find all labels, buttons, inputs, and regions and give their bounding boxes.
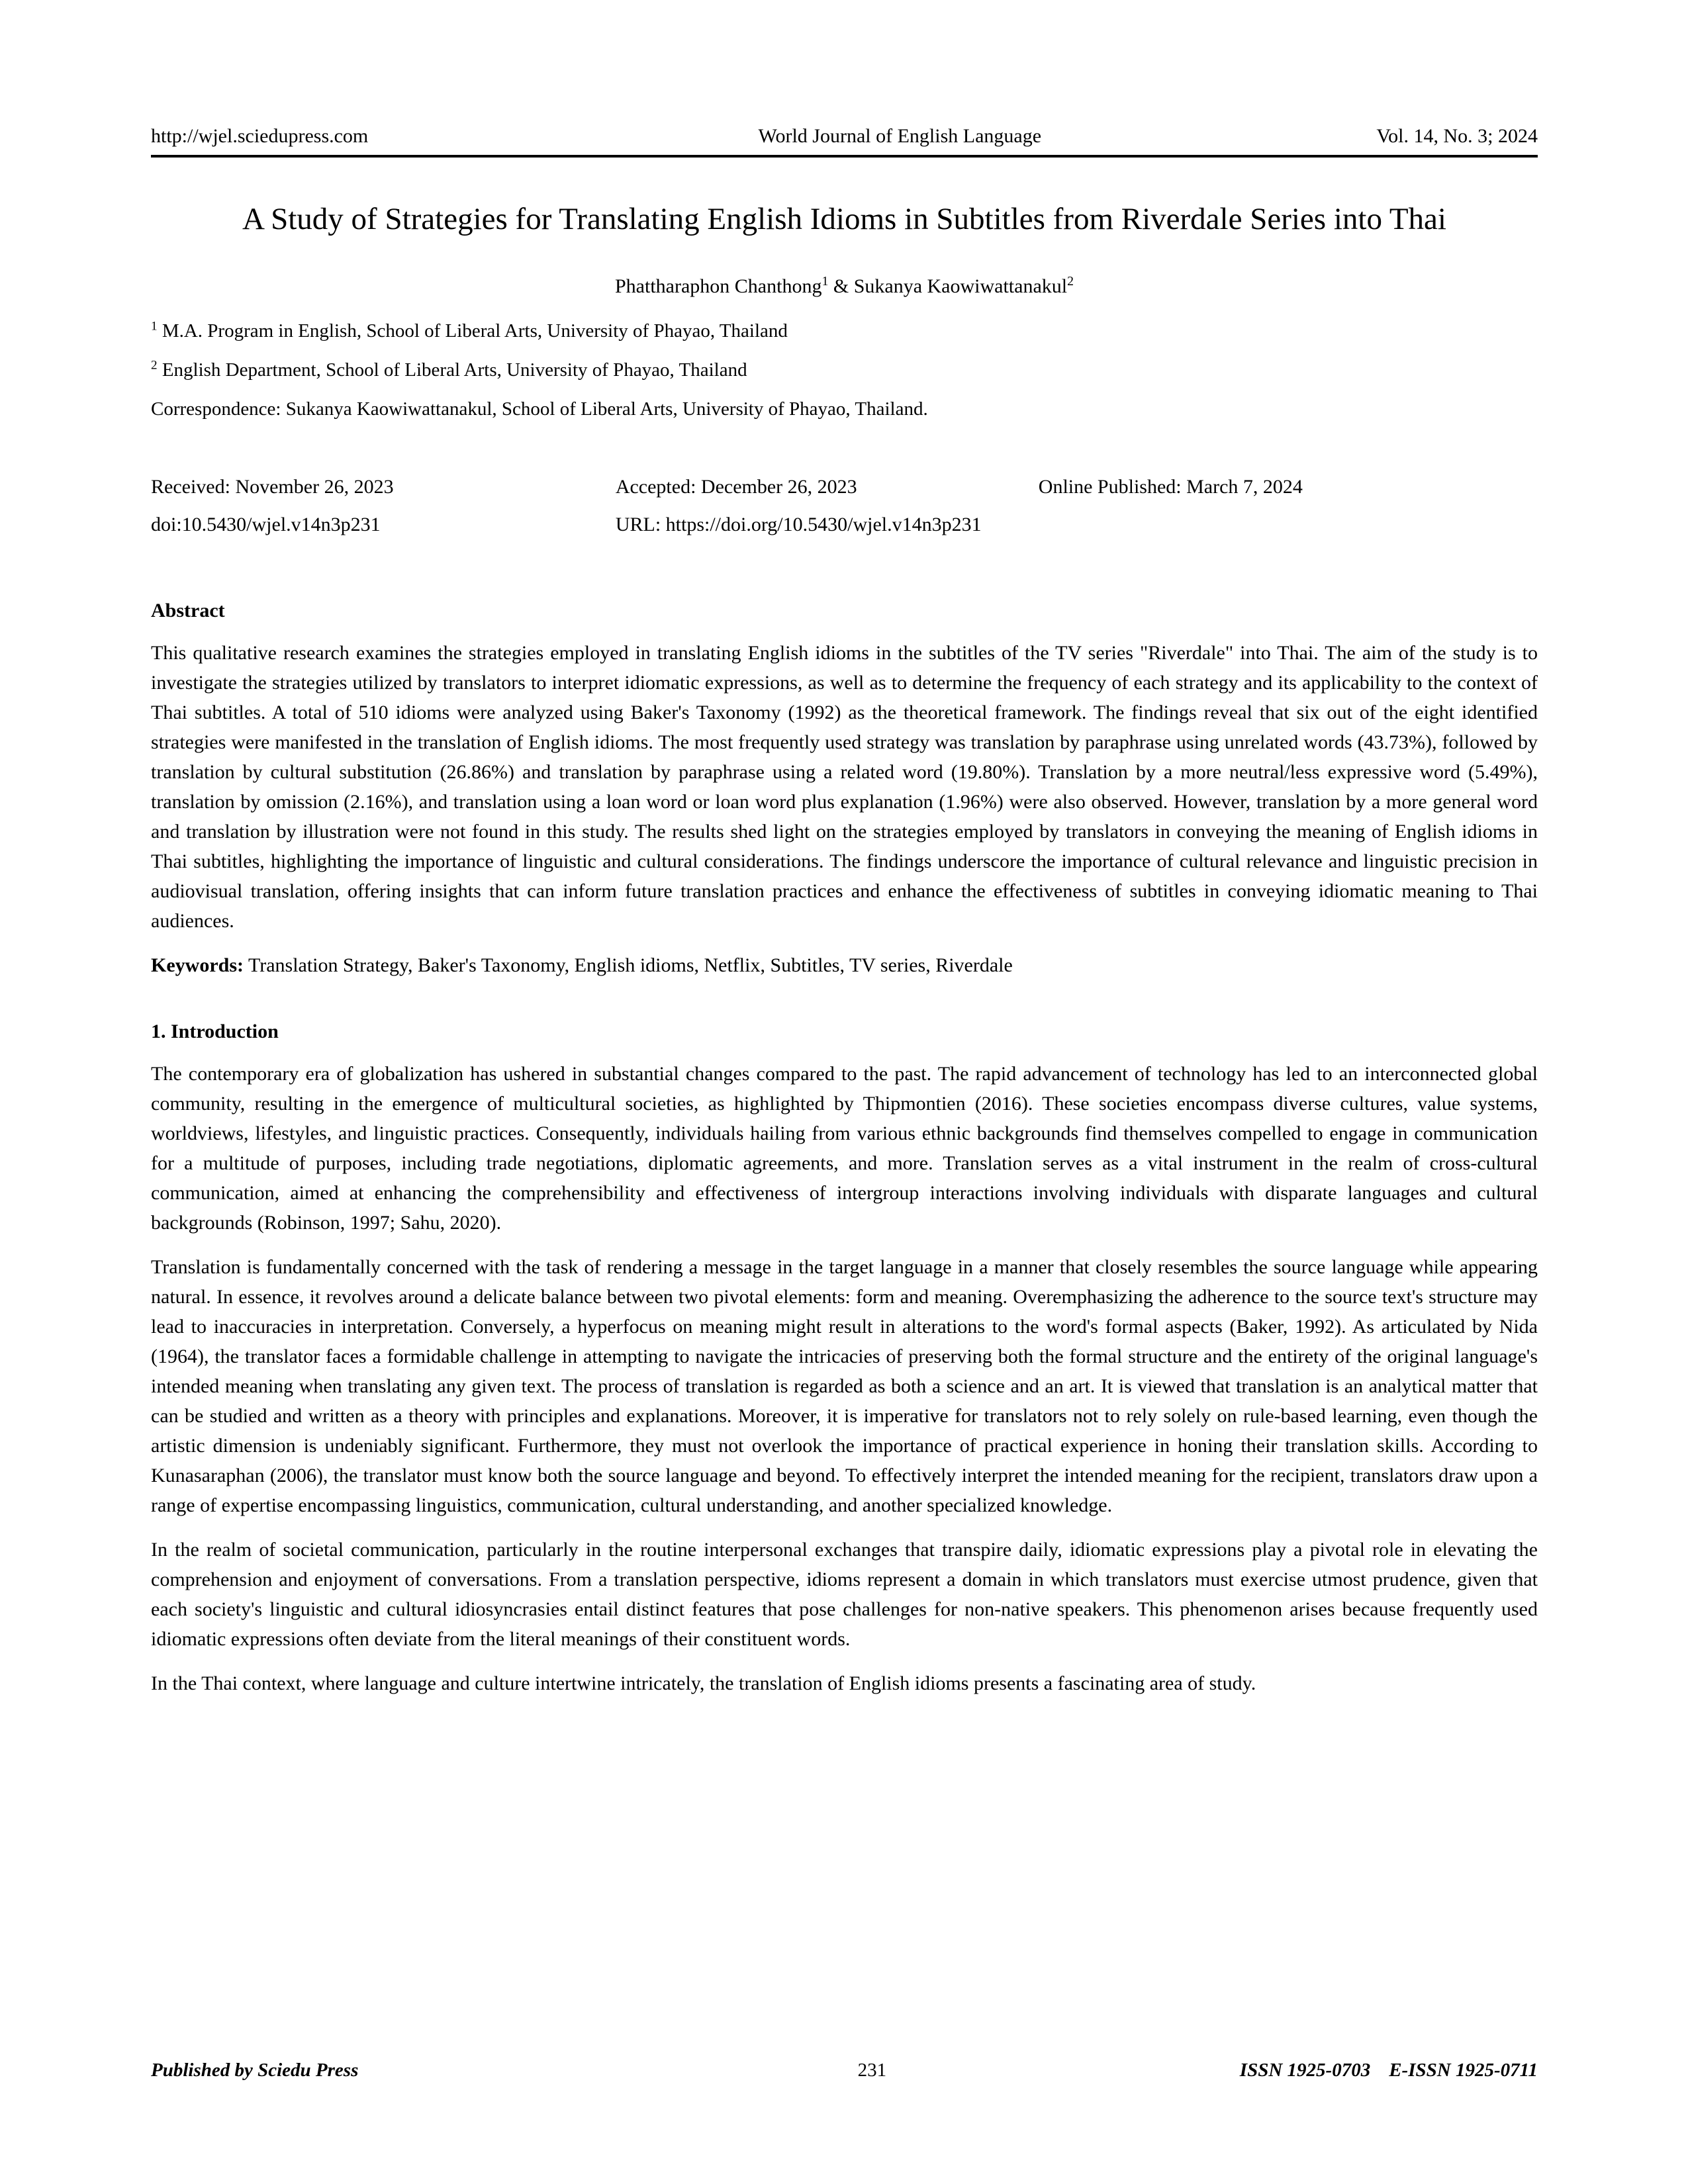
affiliation-1-text: M.A. Program in English, School of Liberal Arts, University of Phayao, Thailand: [157, 320, 788, 342]
introduction-paragraph: Translation is fundamentally concerned with the task of rendering a message in the target language in a manner that closely resembles the source language while appearing natural. In essence, it revolves around a delicate balance between two pivotal elements: form and meaning. Overemphasizing the adherence to the source text's structure may lead to inaccuracies in interpretation. Conversely, a hyperfocus on meaning might result in alterations to the word's formal aspects (Baker, 1992). As articulated by Nida (1964), the translator faces a formidable challenge in attempting to navigate the intricacies of preserving both the formal structure and the entirety of the original language's intended meaning when translating any given text. The process of translation is regarded as both a science and an art. It is viewed that translation is an analytical matter that can be studied and written as a theory with principles and explanations. Moreover, it is imperative for translators not to rely solely on rule-based learning, even though the artistic dimension is undeniably significant. Furthermore, they must not overlook the importance of practical experience in honing their translation skills. According to Kunasaraphan (2006), the translator must know both the source language and beyond. To effectively interpret the intended meaning for the recipient, translators draw upon a range of expertise encompassing linguistics, communication, cultural understanding, and another specialized knowledge.: [151, 1255, 1538, 1516]
abstract-text: This qualitative research examines the strategies employed in translating English idioms in the subtitles of the TV series "Riverdale" into Thai. The aim of the study is to investigate the strategies utilized by translators to interpret idiomatic expressions, as well as to determine the frequency of each strategy and its applicability to the context of Thai subtitles. A total of 510 idioms were analyzed using Baker's Taxonomy (1992) as the theoretical framework. The findings reveal that six out of the eight identified strategies were manifested in the translation of English idioms. The most frequently used strategy was translation by paraphrase using unrelated words (43.73%), followed by translation by cultural substitution (26.86%) and translation by paraphrase using a related word (19.80%). Translation by a more neutral/less expressive word (5.49%), translation by omission (2.16%), and translation using a loan word or loan word plus explanation (1.96%) were also observed. However, translation by a more general word and translation by illustration were not found in this study. The results shed light on the strategies employed by translators in conveying the meaning of English idioms in Thai subtitles, highlighting the importance of linguistic and cultural considerations. The findings underscore the importance of cultural relevance and linguistic precision in audiovisual translation, offering insights that can inform future translation practices and enhance the effectiveness of subtitles in conveying idiomatic meaning to Thai audiences.: [151, 641, 1538, 932]
author-conjunction: &: [828, 275, 854, 298]
introduction-heading: 1. Introduction: [151, 1020, 279, 1042]
keywords-value: Translation Strategy, Baker's Taxonomy, English idioms, Netflix, Subtitles, TV series, Riverdale: [243, 954, 1013, 976]
author-list: [151, 275, 1538, 298]
doi-url[interactable]: URL: https://doi.org/10.5430/wjel.v14n3p231: [615, 514, 982, 536]
journal-name: World Journal of English Language: [758, 125, 1042, 147]
introduction-paragraph: In the realm of societal communication, particularly in the routine interpersonal exchanges that transpire daily, idiomatic expressions play a pivotal role in elevating the comprehension and enjoyment of conversations. From a translation perspective, idioms represent a domain in which translators must exercise utmost prudence, given that each society's linguistic and cultural idiosyncrasies entail distinct features that pose challenges for non-native speakers. This phenomenon arises because frequently used idiomatic expressions often deviate from the literal meanings of their constituent words.: [151, 1538, 1538, 1650]
affiliation-1: [151, 318, 1538, 345]
page-title: A Study of Strategies for Translating English Idioms in Subtitles from Riverdale Series into Thai: [242, 202, 1446, 236]
footer-eissn: E-ISSN 1925-0711: [1389, 2060, 1538, 2081]
affiliation-2: [151, 357, 1538, 384]
footer-issn: ISSN 1925-0703: [1239, 2060, 1371, 2081]
date-accepted: Accepted: December 26, 2023: [615, 475, 857, 498]
doi-value: doi:10.5430/wjel.v14n3p231: [151, 514, 381, 536]
author-2-name: Sukanya Kaowiwattanakul: [853, 275, 1068, 298]
author-2-marker: 2: [1067, 274, 1074, 289]
affiliation-2-text: English Department, School of Liberal Arts, University of Phayao, Thailand: [157, 359, 747, 381]
keywords-line: [151, 950, 1538, 980]
publication-dates: [151, 473, 1538, 539]
keywords-label: Keywords:: [151, 954, 244, 976]
dates-row-doi: [151, 510, 1538, 539]
author-1-name: Phattharaphon Chanthong: [615, 275, 822, 298]
page-footer: [151, 2060, 1538, 2081]
footer-publisher: Published by Sciedu Press: [151, 2060, 359, 2081]
correspondence-line: Correspondence: Sukanya Kaowiwattanakul, School of Liberal Arts, University of Phayao, Thailand.: [151, 398, 928, 420]
journal-url: http://wjel.sciedupress.com: [151, 125, 369, 147]
footer-issn-group: [1094, 2060, 1538, 2081]
page-content: [151, 124, 1538, 1713]
introduction-paragraph: In the Thai context, where language and culture intertwine intricately, the translation of English idioms presents a fascinating area of study.: [151, 1672, 1256, 1694]
affiliation-2-marker: 2: [151, 358, 158, 373]
dates-row-received: [151, 473, 1538, 502]
date-published: Online Published: March 7, 2024: [1038, 475, 1303, 498]
author-1-marker: 1: [821, 274, 829, 289]
affiliation-1-marker: 1: [151, 319, 158, 334]
abstract-heading: Abstract: [151, 599, 225, 621]
date-received: Received: November 26, 2023: [151, 475, 394, 498]
journal-issue: Vol. 14, No. 3; 2024: [1376, 125, 1538, 147]
footer-page-number: 231: [857, 2060, 887, 2081]
running-head: [151, 124, 1538, 158]
introduction-paragraph: The contemporary era of globalization has ushered in substantial changes compared to the past. The rapid advancement of technology has led to an interconnected global community, resulting in the emergence of multicultural societies, as highlighted by Thipmontien (2016). These societies encompass diverse cultures, value systems, worldviews, lifestyles, and linguistic practices. Consequently, individuals hailing from various ethnic backgrounds find themselves compelled to engage in communication for a multitude of purposes, including trade negotiations, diplomatic agreements, and more. Translation serves as a vital instrument in the realm of cross-cultural communication, aimed at enhancing the comprehensibility and effectiveness of intergroup interactions involving individuals with disparate languages and cultural backgrounds (Robinson, 1997; Sahu, 2020).: [151, 1062, 1538, 1234]
